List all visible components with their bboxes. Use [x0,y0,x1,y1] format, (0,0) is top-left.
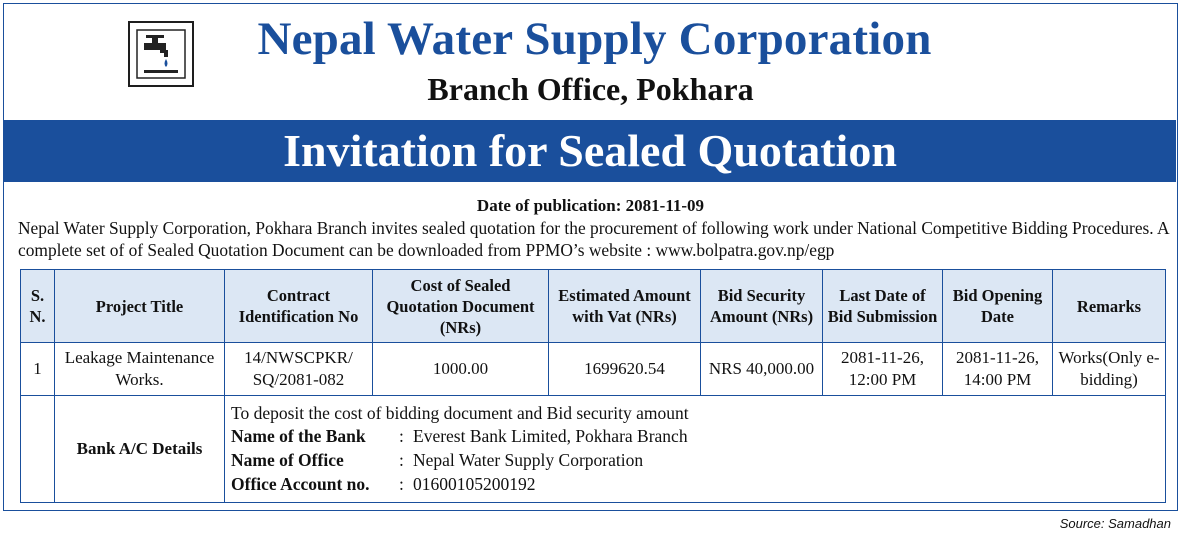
cell-project-title: Leakage Maintenance Works. [55,343,225,396]
header-last-submission-date: Last Date of Bid Submission [823,270,943,343]
account-number-row [231,472,1159,496]
cell-last-submission-date: 2081-11-26, 12:00 PM [823,343,943,396]
cell-remarks: Works(Only e-bidding) [1053,343,1166,396]
table-row [21,343,1166,396]
bank-name-row [231,424,1159,448]
bank-name-label: Name of the Bank [231,426,366,446]
account-number-value: 01600105200192 [413,474,536,494]
bank-details-row [21,396,1166,503]
office-name-row [231,448,1159,472]
cell-sn: 1 [21,343,55,396]
organization-name: Nepal Water Supply Corporation [257,13,932,65]
cell-opening-date: 2081-11-26, 14:00 PM [943,343,1053,396]
cell-bid-security: NRS 40,000.00 [701,343,823,396]
header-project-title: Project Title [55,270,225,343]
header-sn: S. N. [21,270,55,343]
header-remarks: Remarks [1053,270,1166,343]
cell-contract-id: 14/NWSCPKR/ SQ/2081-082 [225,343,373,396]
notice-frame [3,3,1178,511]
office-name-label: Name of Office [231,450,344,470]
cell-estimated-amount: 1699620.54 [549,343,701,396]
source-credit: Source: Samadhan [1059,516,1171,531]
bank-sn-cell [21,396,55,503]
publication-date: Date of publication: 2081-11-09 [476,196,705,215]
header-contract-id: Contract Identification No [225,270,373,343]
header-bid-security: Bid Security Amount (NRs) [701,270,823,343]
intro-paragraph: Nepal Water Supply Corporation, Pokhara Branch invites sealed quotation for the procurement of following work under National Competitive Bidding Procedures. A complete set of of Sealed Quotation Document can be downloaded from PPMO’s website : www.bolpatra.gov.np/egp [18,218,1169,260]
header-estimated-amount: Estimated Amount with Vat (NRs) [549,270,701,343]
bid-table [20,269,1166,503]
branch-office: Branch Office, Pokhara [427,71,754,107]
office-name-value: Nepal Water Supply Corporation [413,450,644,470]
bank-details-cell [225,396,1166,503]
bank-details-label: Bank A/C Details [55,396,225,503]
header-opening-date: Bid Opening Date [943,270,1053,343]
bank-name-colon: : [399,426,404,446]
notice-title-banner: Invitation for Sealed Quotation [4,120,1176,182]
header-document-cost: Cost of Sealed Quotation Document (NRs) [373,270,549,343]
account-number-colon: : [399,474,404,494]
bank-name-value: Everest Bank Limited, Pokhara Branch [413,426,688,446]
office-name-colon: : [399,450,404,470]
bank-instruction: To deposit the cost of bidding document and Bid security amount [231,403,689,423]
table-header-row [21,270,1166,343]
account-number-label: Office Account no. [231,474,370,494]
cell-document-cost: 1000.00 [373,343,549,396]
